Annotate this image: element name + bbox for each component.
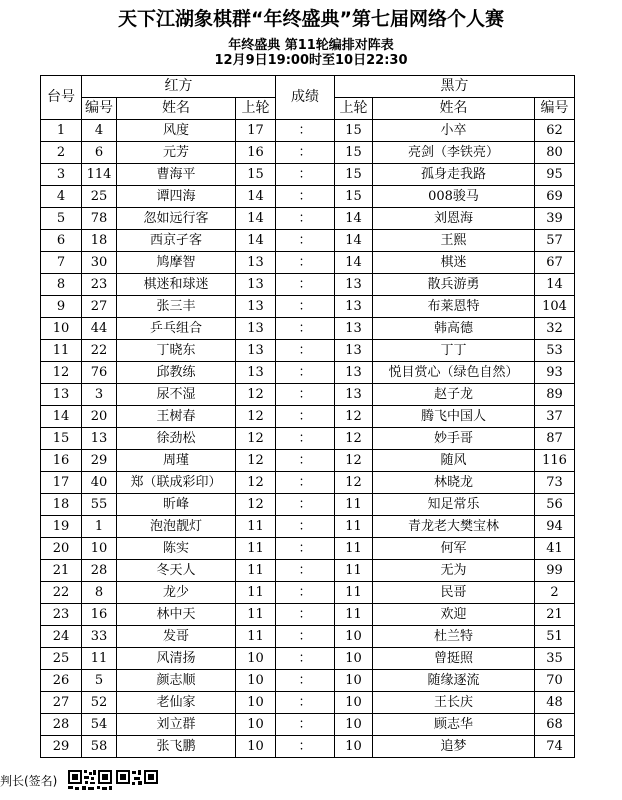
table-row bbox=[41, 516, 575, 538]
table-row bbox=[41, 208, 575, 230]
cell-black-number: 68 bbox=[535, 714, 575, 736]
cell-red-number: 25 bbox=[82, 186, 117, 208]
cell-red-prev: 14 bbox=[236, 208, 276, 230]
cell-black-number: 89 bbox=[535, 384, 575, 406]
cell-black-name: 008骏马 bbox=[373, 186, 535, 208]
cell-black-prev: 11 bbox=[335, 604, 373, 626]
cell-red-number: 6 bbox=[82, 142, 117, 164]
table-row bbox=[41, 604, 575, 626]
table-row bbox=[41, 274, 575, 296]
cell-table-no: 23 bbox=[41, 604, 82, 626]
cell-black-name: 散兵游勇 bbox=[373, 274, 535, 296]
cell-red-prev: 14 bbox=[236, 186, 276, 208]
cell-red-prev: 12 bbox=[236, 428, 276, 450]
cell-red-prev: 14 bbox=[236, 230, 276, 252]
table-row bbox=[41, 736, 575, 758]
cell-result: ： bbox=[276, 230, 335, 252]
cell-black-number: 48 bbox=[535, 692, 575, 714]
cell-result: ： bbox=[276, 362, 335, 384]
cell-black-number: 57 bbox=[535, 230, 575, 252]
cell-black-prev: 13 bbox=[335, 362, 373, 384]
cell-result: ： bbox=[276, 208, 335, 230]
cell-table-no: 18 bbox=[41, 494, 82, 516]
header-result: 成绩 bbox=[276, 76, 335, 120]
cell-result: ： bbox=[276, 604, 335, 626]
cell-black-number: 104 bbox=[535, 296, 575, 318]
table-row bbox=[41, 582, 575, 604]
cell-black-number: 56 bbox=[535, 494, 575, 516]
cell-black-prev: 10 bbox=[335, 736, 373, 758]
cell-black-number: 69 bbox=[535, 186, 575, 208]
table-row bbox=[41, 230, 575, 252]
cell-red-prev: 10 bbox=[236, 692, 276, 714]
cell-red-name: 陈实 bbox=[117, 538, 236, 560]
cell-black-name: 王长庆 bbox=[373, 692, 535, 714]
cell-black-name: 棋迷 bbox=[373, 252, 535, 274]
header-black-name: 姓名 bbox=[373, 98, 535, 120]
cell-table-no: 7 bbox=[41, 252, 82, 274]
table-row bbox=[41, 318, 575, 340]
cell-black-prev: 11 bbox=[335, 582, 373, 604]
cell-red-number: 10 bbox=[82, 538, 117, 560]
cell-red-number: 29 bbox=[82, 450, 117, 472]
header-red-side: 红方 bbox=[82, 76, 276, 98]
table-row bbox=[41, 428, 575, 450]
cell-black-prev: 13 bbox=[335, 340, 373, 362]
cell-result: ： bbox=[276, 186, 335, 208]
cell-red-number: 3 bbox=[82, 384, 117, 406]
cell-red-number: 30 bbox=[82, 252, 117, 274]
cell-black-name: 追梦 bbox=[373, 736, 535, 758]
cell-table-no: 8 bbox=[41, 274, 82, 296]
cell-red-name: 元芳 bbox=[117, 142, 236, 164]
cell-red-number: 20 bbox=[82, 406, 117, 428]
cell-red-name: 林中天 bbox=[117, 604, 236, 626]
subtitle-round: 年终盛典 第11轮编排对阵表 bbox=[228, 38, 394, 53]
cell-black-prev: 11 bbox=[335, 494, 373, 516]
cell-table-no: 10 bbox=[41, 318, 82, 340]
cell-table-no: 16 bbox=[41, 450, 82, 472]
cell-result: ： bbox=[276, 450, 335, 472]
cell-red-prev: 12 bbox=[236, 472, 276, 494]
cell-red-name: 郑（联成彩印） bbox=[117, 472, 236, 494]
cell-table-no: 19 bbox=[41, 516, 82, 538]
cell-red-number: 8 bbox=[82, 582, 117, 604]
cell-black-prev: 12 bbox=[335, 428, 373, 450]
cell-black-prev: 11 bbox=[335, 560, 373, 582]
cell-table-no: 28 bbox=[41, 714, 82, 736]
cell-black-prev: 10 bbox=[335, 648, 373, 670]
cell-red-number: 52 bbox=[82, 692, 117, 714]
cell-black-number: 39 bbox=[535, 208, 575, 230]
cell-black-number: 32 bbox=[535, 318, 575, 340]
cell-black-name: 杜兰特 bbox=[373, 626, 535, 648]
cell-red-prev: 13 bbox=[236, 362, 276, 384]
cell-table-no: 25 bbox=[41, 648, 82, 670]
cell-red-prev: 12 bbox=[236, 384, 276, 406]
cell-black-number: 21 bbox=[535, 604, 575, 626]
cell-black-name: 赵子龙 bbox=[373, 384, 535, 406]
cell-result: ： bbox=[276, 406, 335, 428]
cell-result: ： bbox=[276, 582, 335, 604]
cell-result: ： bbox=[276, 428, 335, 450]
cell-black-name: 知足常乐 bbox=[373, 494, 535, 516]
cell-black-prev: 11 bbox=[335, 538, 373, 560]
table-row bbox=[41, 450, 575, 472]
table-row bbox=[41, 472, 575, 494]
cell-black-number: 14 bbox=[535, 274, 575, 296]
cell-table-no: 2 bbox=[41, 142, 82, 164]
cell-table-no: 1 bbox=[41, 120, 82, 142]
table-row bbox=[41, 406, 575, 428]
cell-black-prev: 12 bbox=[335, 406, 373, 428]
cell-table-no: 11 bbox=[41, 340, 82, 362]
cell-black-name: 布莱恩特 bbox=[373, 296, 535, 318]
table-row bbox=[41, 362, 575, 384]
cell-black-prev: 12 bbox=[335, 472, 373, 494]
cell-black-name: 随风 bbox=[373, 450, 535, 472]
subtitle-time: 12月9日19:00时至10日22:30 bbox=[214, 53, 408, 68]
table-row bbox=[41, 648, 575, 670]
cell-result: ： bbox=[276, 252, 335, 274]
cell-black-name: 欢迎 bbox=[373, 604, 535, 626]
table-row bbox=[41, 692, 575, 714]
table-row bbox=[41, 120, 575, 142]
cell-black-number: 70 bbox=[535, 670, 575, 692]
header-black-side: 黑方 bbox=[335, 76, 575, 98]
signature-label: 判长(签名) bbox=[0, 774, 58, 788]
table-row bbox=[41, 560, 575, 582]
cell-red-prev: 13 bbox=[236, 274, 276, 296]
cell-red-prev: 12 bbox=[236, 450, 276, 472]
cell-red-number: 28 bbox=[82, 560, 117, 582]
cell-black-number: 80 bbox=[535, 142, 575, 164]
cell-result: ： bbox=[276, 516, 335, 538]
cell-black-number: 94 bbox=[535, 516, 575, 538]
cell-red-name: 邱教练 bbox=[117, 362, 236, 384]
cell-black-number: 41 bbox=[535, 538, 575, 560]
header-red-number: 编号 bbox=[82, 98, 117, 120]
cell-red-prev: 10 bbox=[236, 648, 276, 670]
qr-code-icon bbox=[68, 770, 164, 800]
cell-black-number: 95 bbox=[535, 164, 575, 186]
cell-table-no: 5 bbox=[41, 208, 82, 230]
cell-red-name: 谭四海 bbox=[117, 186, 236, 208]
cell-result: ： bbox=[276, 670, 335, 692]
table-row bbox=[41, 164, 575, 186]
cell-red-name: 泡泡靓灯 bbox=[117, 516, 236, 538]
cell-black-prev: 14 bbox=[335, 230, 373, 252]
cell-red-prev: 10 bbox=[236, 714, 276, 736]
table-row bbox=[41, 714, 575, 736]
table-row bbox=[41, 626, 575, 648]
cell-result: ： bbox=[276, 494, 335, 516]
header-black-number: 编号 bbox=[535, 98, 575, 120]
cell-result: ： bbox=[276, 626, 335, 648]
cell-black-number: 67 bbox=[535, 252, 575, 274]
cell-red-name: 风清扬 bbox=[117, 648, 236, 670]
cell-red-prev: 10 bbox=[236, 736, 276, 758]
cell-result: ： bbox=[276, 648, 335, 670]
cell-black-prev: 15 bbox=[335, 120, 373, 142]
table-row bbox=[41, 538, 575, 560]
cell-table-no: 3 bbox=[41, 164, 82, 186]
cell-red-name: 风度 bbox=[117, 120, 236, 142]
cell-black-prev: 15 bbox=[335, 186, 373, 208]
cell-red-number: 27 bbox=[82, 296, 117, 318]
cell-red-number: 13 bbox=[82, 428, 117, 450]
cell-black-prev: 15 bbox=[335, 142, 373, 164]
cell-red-number: 11 bbox=[82, 648, 117, 670]
cell-black-name: 随缘逐流 bbox=[373, 670, 535, 692]
cell-result: ： bbox=[276, 692, 335, 714]
cell-result: ： bbox=[276, 318, 335, 340]
cell-red-prev: 11 bbox=[236, 582, 276, 604]
cell-black-name: 腾飞中国人 bbox=[373, 406, 535, 428]
cell-red-number: 58 bbox=[82, 736, 117, 758]
cell-black-prev: 13 bbox=[335, 296, 373, 318]
cell-table-no: 20 bbox=[41, 538, 82, 560]
cell-red-name: 西京孑客 bbox=[117, 230, 236, 252]
cell-red-prev: 10 bbox=[236, 670, 276, 692]
cell-black-number: 74 bbox=[535, 736, 575, 758]
cell-red-name: 棋迷和球迷 bbox=[117, 274, 236, 296]
cell-red-prev: 11 bbox=[236, 538, 276, 560]
cell-red-name: 王树春 bbox=[117, 406, 236, 428]
cell-red-number: 33 bbox=[82, 626, 117, 648]
cell-red-number: 78 bbox=[82, 208, 117, 230]
cell-red-prev: 13 bbox=[236, 296, 276, 318]
cell-black-number: 87 bbox=[535, 428, 575, 450]
cell-table-no: 9 bbox=[41, 296, 82, 318]
table-row bbox=[41, 142, 575, 164]
cell-result: ： bbox=[276, 560, 335, 582]
cell-black-number: 73 bbox=[535, 472, 575, 494]
cell-black-name: 小卒 bbox=[373, 120, 535, 142]
cell-table-no: 24 bbox=[41, 626, 82, 648]
header-table-no: 台号 bbox=[41, 76, 82, 120]
cell-result: ： bbox=[276, 538, 335, 560]
cell-black-name: 妙手哥 bbox=[373, 428, 535, 450]
pairing-table bbox=[40, 75, 575, 758]
cell-table-no: 21 bbox=[41, 560, 82, 582]
cell-table-no: 29 bbox=[41, 736, 82, 758]
cell-red-prev: 11 bbox=[236, 626, 276, 648]
cell-result: ： bbox=[276, 274, 335, 296]
cell-red-prev: 12 bbox=[236, 406, 276, 428]
cell-black-number: 51 bbox=[535, 626, 575, 648]
cell-red-prev: 11 bbox=[236, 516, 276, 538]
cell-result: ： bbox=[276, 164, 335, 186]
cell-black-name: 青龙老大樊宝林 bbox=[373, 516, 535, 538]
cell-black-prev: 15 bbox=[335, 164, 373, 186]
cell-red-name: 颜志顺 bbox=[117, 670, 236, 692]
cell-black-name: 悦目赏心（绿色自然） bbox=[373, 362, 535, 384]
cell-red-prev: 16 bbox=[236, 142, 276, 164]
cell-black-number: 116 bbox=[535, 450, 575, 472]
cell-red-name: 徐劲松 bbox=[117, 428, 236, 450]
cell-black-prev: 10 bbox=[335, 670, 373, 692]
cell-red-name: 周瑾 bbox=[117, 450, 236, 472]
cell-black-prev: 11 bbox=[335, 516, 373, 538]
cell-black-number: 2 bbox=[535, 582, 575, 604]
cell-table-no: 17 bbox=[41, 472, 82, 494]
cell-black-name: 丁丁 bbox=[373, 340, 535, 362]
table-row bbox=[41, 494, 575, 516]
cell-red-number: 55 bbox=[82, 494, 117, 516]
cell-black-name: 亮剑（李铁亮） bbox=[373, 142, 535, 164]
cell-red-name: 乒乓组合 bbox=[117, 318, 236, 340]
cell-red-prev: 15 bbox=[236, 164, 276, 186]
cell-black-name: 刘恩海 bbox=[373, 208, 535, 230]
cell-red-name: 老仙家 bbox=[117, 692, 236, 714]
cell-table-no: 27 bbox=[41, 692, 82, 714]
header-black-prev: 上轮 bbox=[335, 98, 373, 120]
table-row bbox=[41, 252, 575, 274]
table-row bbox=[41, 186, 575, 208]
page-subtitle bbox=[0, 38, 622, 68]
cell-table-no: 26 bbox=[41, 670, 82, 692]
cell-red-number: 44 bbox=[82, 318, 117, 340]
cell-table-no: 22 bbox=[41, 582, 82, 604]
pairing-rows bbox=[41, 120, 575, 758]
cell-black-prev: 13 bbox=[335, 384, 373, 406]
cell-red-number: 16 bbox=[82, 604, 117, 626]
cell-black-prev: 10 bbox=[335, 692, 373, 714]
cell-table-no: 15 bbox=[41, 428, 82, 450]
cell-table-no: 13 bbox=[41, 384, 82, 406]
cell-black-number: 35 bbox=[535, 648, 575, 670]
cell-black-number: 99 bbox=[535, 560, 575, 582]
cell-result: ： bbox=[276, 340, 335, 362]
cell-red-name: 张飞鹏 bbox=[117, 736, 236, 758]
cell-black-prev: 14 bbox=[335, 252, 373, 274]
cell-red-number: 76 bbox=[82, 362, 117, 384]
table-row bbox=[41, 670, 575, 692]
cell-red-number: 4 bbox=[82, 120, 117, 142]
page-title: 天下江湖象棋群“年终盛典”第七届网络个人赛 bbox=[118, 8, 504, 30]
cell-black-name: 顾志华 bbox=[373, 714, 535, 736]
cell-black-number: 62 bbox=[535, 120, 575, 142]
cell-red-number: 5 bbox=[82, 670, 117, 692]
header-red-name: 姓名 bbox=[117, 98, 236, 120]
table-row bbox=[41, 384, 575, 406]
cell-table-no: 6 bbox=[41, 230, 82, 252]
cell-result: ： bbox=[276, 296, 335, 318]
cell-red-prev: 13 bbox=[236, 340, 276, 362]
cell-black-prev: 13 bbox=[335, 318, 373, 340]
cell-red-name: 冬天人 bbox=[117, 560, 236, 582]
cell-black-name: 林晓龙 bbox=[373, 472, 535, 494]
cell-red-name: 张三丰 bbox=[117, 296, 236, 318]
cell-red-prev: 13 bbox=[236, 252, 276, 274]
cell-red-prev: 17 bbox=[236, 120, 276, 142]
cell-black-number: 53 bbox=[535, 340, 575, 362]
cell-black-prev: 10 bbox=[335, 714, 373, 736]
cell-black-prev: 12 bbox=[335, 450, 373, 472]
cell-black-name: 孤身走我路 bbox=[373, 164, 535, 186]
cell-red-prev: 13 bbox=[236, 318, 276, 340]
cell-black-name: 民哥 bbox=[373, 582, 535, 604]
cell-table-no: 12 bbox=[41, 362, 82, 384]
cell-table-no: 14 bbox=[41, 406, 82, 428]
cell-red-number: 1 bbox=[82, 516, 117, 538]
cell-red-prev: 12 bbox=[236, 494, 276, 516]
cell-black-prev: 13 bbox=[335, 274, 373, 296]
cell-red-name: 曹海平 bbox=[117, 164, 236, 186]
table-row bbox=[41, 296, 575, 318]
cell-black-name: 何军 bbox=[373, 538, 535, 560]
cell-red-name: 鸠摩智 bbox=[117, 252, 236, 274]
cell-red-number: 54 bbox=[82, 714, 117, 736]
cell-result: ： bbox=[276, 142, 335, 164]
cell-red-name: 发哥 bbox=[117, 626, 236, 648]
cell-result: ： bbox=[276, 736, 335, 758]
cell-red-number: 23 bbox=[82, 274, 117, 296]
cell-red-prev: 11 bbox=[236, 604, 276, 626]
cell-black-name: 曾挺照 bbox=[373, 648, 535, 670]
cell-result: ： bbox=[276, 714, 335, 736]
cell-black-prev: 14 bbox=[335, 208, 373, 230]
cell-red-name: 忽如远行客 bbox=[117, 208, 236, 230]
cell-black-name: 王熙 bbox=[373, 230, 535, 252]
cell-result: ： bbox=[276, 120, 335, 142]
cell-table-no: 4 bbox=[41, 186, 82, 208]
cell-result: ： bbox=[276, 472, 335, 494]
cell-red-name: 刘立群 bbox=[117, 714, 236, 736]
cell-black-number: 37 bbox=[535, 406, 575, 428]
cell-red-name: 昕峰 bbox=[117, 494, 236, 516]
cell-red-name: 丁晓东 bbox=[117, 340, 236, 362]
cell-red-number: 40 bbox=[82, 472, 117, 494]
table-row bbox=[41, 340, 575, 362]
cell-red-number: 18 bbox=[82, 230, 117, 252]
cell-black-name: 韩高德 bbox=[373, 318, 535, 340]
cell-red-prev: 11 bbox=[236, 560, 276, 582]
cell-red-name: 尿不湿 bbox=[117, 384, 236, 406]
cell-black-number: 93 bbox=[535, 362, 575, 384]
cell-red-number: 114 bbox=[82, 164, 117, 186]
cell-red-name: 龙少 bbox=[117, 582, 236, 604]
cell-result: ： bbox=[276, 384, 335, 406]
cell-red-number: 22 bbox=[82, 340, 117, 362]
cell-black-prev: 10 bbox=[335, 626, 373, 648]
cell-black-name: 无为 bbox=[373, 560, 535, 582]
header-red-prev: 上轮 bbox=[236, 98, 276, 120]
